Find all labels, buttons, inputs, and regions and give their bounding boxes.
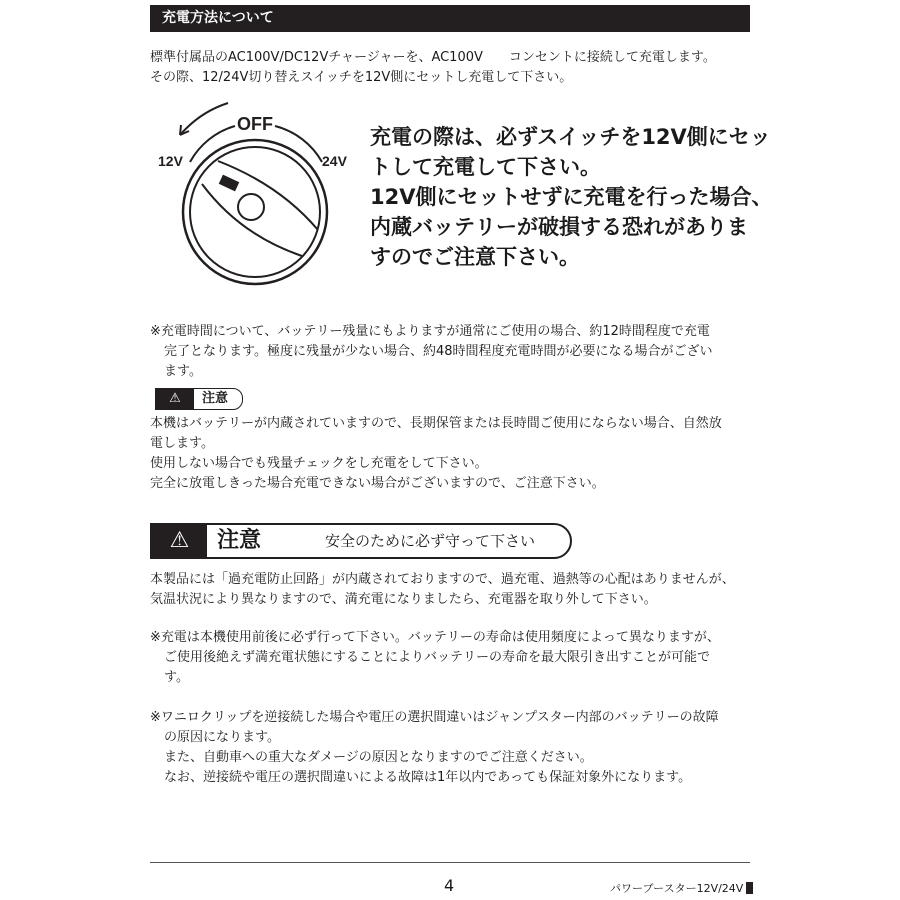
- switch-dial-diagram: [150, 100, 360, 300]
- rotation-arrow-icon: [180, 103, 228, 135]
- charging-time-note: ※充電時間について、バッテリー残量にもよりますが通常にご使用の場合、約12時間程度で充電 完了となります。極度に残量が少ない場合、約48時間程度充電時間が必要になる場合がござい ます。: [150, 324, 713, 379]
- footer-product: パワーブースター12V/24V: [610, 880, 753, 896]
- warning-icon: ⚠: [156, 389, 194, 409]
- overcharge-paragraph: 本製品には「過充電防止回路」が内蔵されておりますので、過充電、過熱等の心配はありませんが、 気温状況により異なりますので、満充電になりましたら、充電器を取り外して下さい。: [150, 572, 735, 607]
- charging-instruction: 充電の際は、必ずスイッチを12V側にセッ トして充電して下さい。 12V側にセットせずに充電を行った場合、 内蔵バッテリーが破損する恐れがありま すのでご注意下さい。: [370, 125, 773, 269]
- footer-block-mark: [746, 882, 753, 894]
- reverse-connection-note: ※ワニロクリップを逆接続した場合や電圧の選択間違いはジャンプスター内部のバッテリーの故障 の原因になります。 また、自動車への重大なダメージの原因となりますのでご注意ください。 なお、逆接続や電圧の選択間違いによる故障は1年以内であっても保証対象外になります。: [150, 710, 719, 785]
- indicator-mark: [219, 175, 240, 192]
- warning-icon: ⚠: [152, 525, 207, 557]
- knob-center: [238, 194, 264, 220]
- caution-text: 本機はバッテリーが内蔵されていますので、長期保管または長時間ご使用にならない場合、自然放 電します。 使用しない場合でも残量チェックをし充電をして下さい。 完全に放電しきった場合充電できない場合がございますので、ご注意下さい。: [150, 416, 722, 491]
- intro-line: 標準付属品のAC100V/DC12Vチャージャーを、AC100V コンセントに接続して充電します。: [150, 50, 716, 65]
- safety-caution-banner: ⚠ 注意 安全のために必ず守って下さい: [150, 523, 572, 559]
- section-header: 充電方法について: [150, 5, 750, 32]
- caution-badge-small: ⚠ 注意: [155, 388, 243, 410]
- 12v-label: 12V: [158, 153, 183, 169]
- battery-life-note: ※充電は本機使用前後に必ず行って下さい。バッテリーの寿命は使用頻度によって異なりますが、 ご使用後絶えず満充電状態にすることによりバッテリーの寿命を最大限引き出すことが可能で す。: [150, 630, 720, 685]
- intro-line: その際、12/24V切り替えスイッチを12V側にセットし充電して下さい。: [150, 70, 573, 85]
- page-number: 4: [444, 876, 455, 895]
- 24v-label: 24V: [322, 153, 347, 169]
- intro-text: [150, 48, 716, 88]
- footer-divider: [150, 862, 750, 863]
- off-label: OFF: [237, 114, 273, 134]
